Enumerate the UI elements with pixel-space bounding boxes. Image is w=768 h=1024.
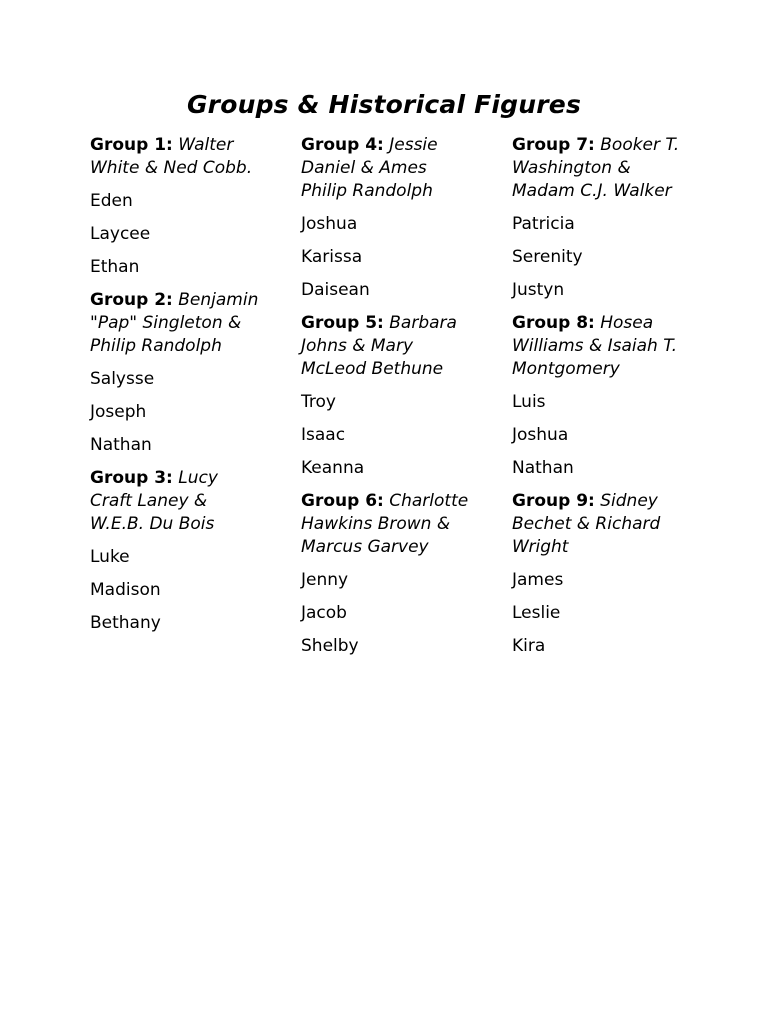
historical-figures: Lucy Craft Laney & W.E.B. Du Bois (90, 468, 218, 534)
group-label: Group 6: (301, 491, 384, 511)
group-member: James (512, 570, 564, 590)
group-member: Keanna (301, 458, 365, 478)
historical-figures: Sidney Bechet & Richard Wright (512, 491, 661, 557)
group-member: Bethany (90, 613, 161, 633)
group-member: Joseph (90, 402, 147, 422)
group-heading (512, 134, 682, 203)
group-member: Serenity (512, 247, 583, 267)
historical-figures: Benjamin "Pap" Singleton & Philip Randolph (90, 290, 259, 356)
historical-figures: Walter White & Ned Cobb. (90, 135, 253, 178)
group-member: Joshua (301, 214, 358, 234)
group-member: Daisean (301, 280, 370, 300)
group-block (90, 134, 301, 279)
group-block (512, 490, 723, 658)
group-member: Shelby (301, 636, 359, 656)
group-label: Group 1: (90, 135, 173, 155)
historical-figures: Barbara Johns & Mary McLeod Bethune (301, 313, 457, 379)
group-member: Salysse (90, 369, 155, 389)
group-label: Group 8: (512, 313, 595, 333)
groups-columns (90, 134, 723, 668)
historical-figures: Hosea Williams & Isaiah T. Montgomery (512, 313, 677, 379)
group-member: Nathan (90, 435, 152, 455)
group-member: Kira (512, 636, 546, 656)
group-block (90, 289, 301, 457)
group-member: Karissa (301, 247, 363, 267)
group-block (512, 134, 723, 302)
group-member: Troy (301, 392, 336, 412)
group-member: Laycee (90, 224, 151, 244)
group-member: Joshua (512, 425, 569, 445)
group-block (512, 312, 723, 480)
group-heading (512, 490, 682, 559)
group-member: Jacob (301, 603, 347, 623)
group-member: Luke (90, 547, 130, 567)
group-block (301, 312, 512, 480)
group-label: Group 3: (90, 468, 173, 488)
group-label: Group 9: (512, 491, 595, 511)
group-heading (90, 134, 260, 180)
group-heading (90, 467, 260, 536)
group-block (301, 490, 512, 658)
group-heading (301, 490, 471, 559)
group-member: Isaac (301, 425, 346, 445)
group-block (90, 467, 301, 635)
historical-figures: Jessie Daniel & Ames Philip Randolph (301, 135, 438, 201)
group-heading (90, 289, 260, 358)
group-label: Group 7: (512, 135, 595, 155)
group-label: Group 4: (301, 135, 384, 155)
group-member: Ethan (90, 257, 140, 277)
group-heading (512, 312, 682, 381)
group-label: Group 2: (90, 290, 173, 310)
group-heading (301, 312, 471, 381)
group-member: Patricia (512, 214, 575, 234)
group-label: Group 5: (301, 313, 384, 333)
group-heading (301, 134, 471, 203)
group-member: Luis (512, 392, 546, 412)
historical-figures: Charlotte Hawkins Brown & Marcus Garvey (301, 491, 469, 557)
group-member: Leslie (512, 603, 561, 623)
group-member: Jenny (301, 570, 349, 590)
group-member: Madison (90, 580, 161, 600)
group-member: Eden (90, 191, 133, 211)
page-title: Groups & Historical Figures (186, 90, 582, 119)
historical-figures: Booker T. Washington & Madam C.J. Walker (512, 135, 680, 201)
column-2 (301, 134, 512, 668)
group-member: Nathan (512, 458, 574, 478)
column-1 (90, 134, 301, 668)
group-block (301, 134, 512, 302)
column-3 (512, 134, 723, 668)
group-member: Justyn (512, 280, 565, 300)
